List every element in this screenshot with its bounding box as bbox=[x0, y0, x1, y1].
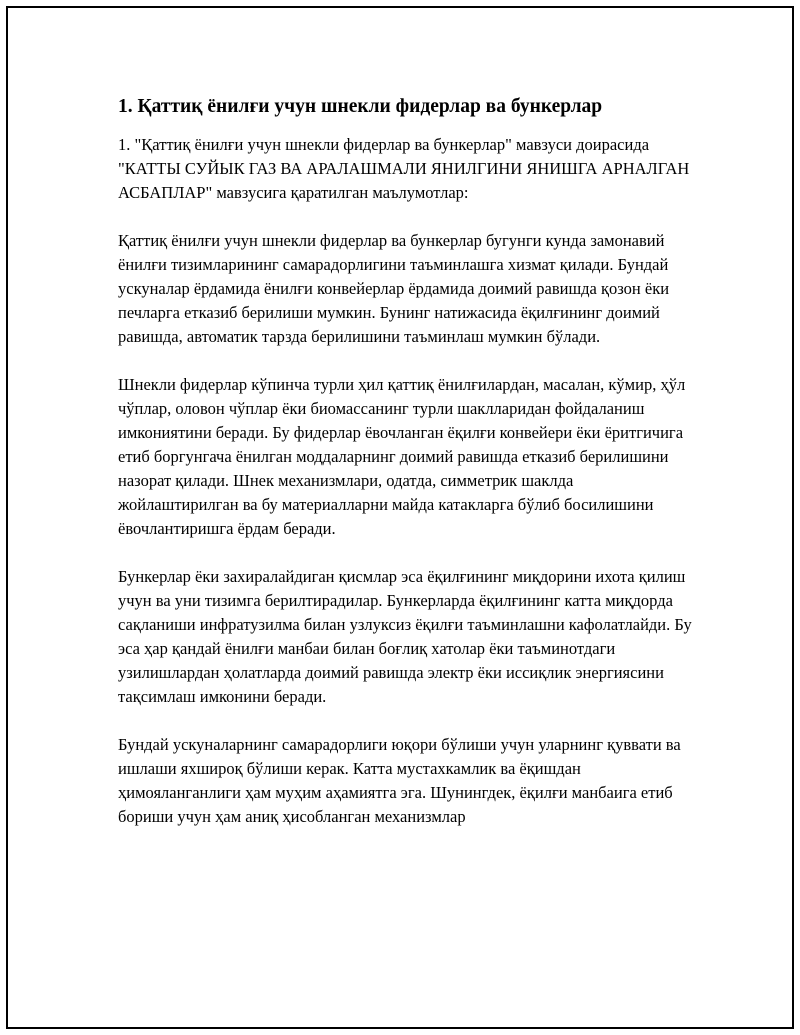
paragraph-efficiency: Бундай ускуналарнинг самарадорлиги юқори бўлиши учун уларнинг қуввати ва ишлаши яхшироқ бўлиши керак. Катта мустахкамлик ва ёқишдан ҳимояланганлиги ҳам муҳим аҳамиятга эга. Шунингдек, ёқилғи манбаига етиб бориши учун ҳам аниқ ҳисобланган механизмлар bbox=[118, 735, 681, 826]
paragraph-feeders: Шнекли фидерлар кўпинча турли ҳил қаттиқ ёнилғилардан, масалан, кўмир, ҳўл чўплар, оловон чўплар ёки биомассанинг турли шаклларидан фойдаланиш имкониятини беради. Бу фидерлар ёвочланган ёқилғи конвейери ёки ёритгичига етиб боргунгача ёнилган моддаларнинг доимий равишда етказиб берилишини назорат қилади. Шнек механизмлари, одатда, симметрик шаклда жойлаштирилган ва бу материалларни майда катакларга бўлиб босилишини ёвочлантиришга ёрдам беради. bbox=[118, 375, 686, 538]
document-body bbox=[118, 95, 693, 853]
document-title: 1. Қаттиқ ёнилғи учун шнекли фидерлар ва бункерлар bbox=[118, 96, 603, 117]
paragraph-intro: 1. "Қаттиқ ёнилғи учун шнекли фидерлар ва бункерлар" мавзуси доирасида "КАТТЫ СУЙЫК ГАЗ ВА АРАЛАШМАЛИ ЯНИЛГИНИ ЯНИШГА АРНАЛГАН АСБАПЛАР" мавзусига қаратилган маълумотлар: bbox=[118, 135, 690, 202]
paragraph-overview: Қаттиқ ёнилғи учун шнекли фидерлар ва бункерлар бугунги кунда замонавий ёнилғи тизимларининг самарадорлигини таъминлашга хизмат қилади. Бундай ускуналар ёрдамида ёнилғи конвейерлар ёрдамида доимий равишда қозон ёки печларга етказиб берилиши мумкин. Бунинг натижасида ёқилғининг доимий равишда, автоматик тарзда берилишини таъминлаш мумкин бўлади. bbox=[118, 231, 670, 346]
paragraph-bunkers: Бункерлар ёки захиралайдиган қисмлар эса ёқилғининг миқдорини ихота қилиш учун ва уни тизимга берилтирадилар. Бункерларда ёқилғининг катта миқдорда сақланиши инфратузилма билан узлуксиз ёқилғи таъминлашни кафолатлайди. Бу эса ҳар қандай ёнилғи манбаи билан боғлиқ хатолар ёки таъминотдаги узилишлардан ҳолатларда доимий равишда электр ёки иссиқлик энергиясини тақсимлаш имконини беради. bbox=[118, 567, 692, 706]
